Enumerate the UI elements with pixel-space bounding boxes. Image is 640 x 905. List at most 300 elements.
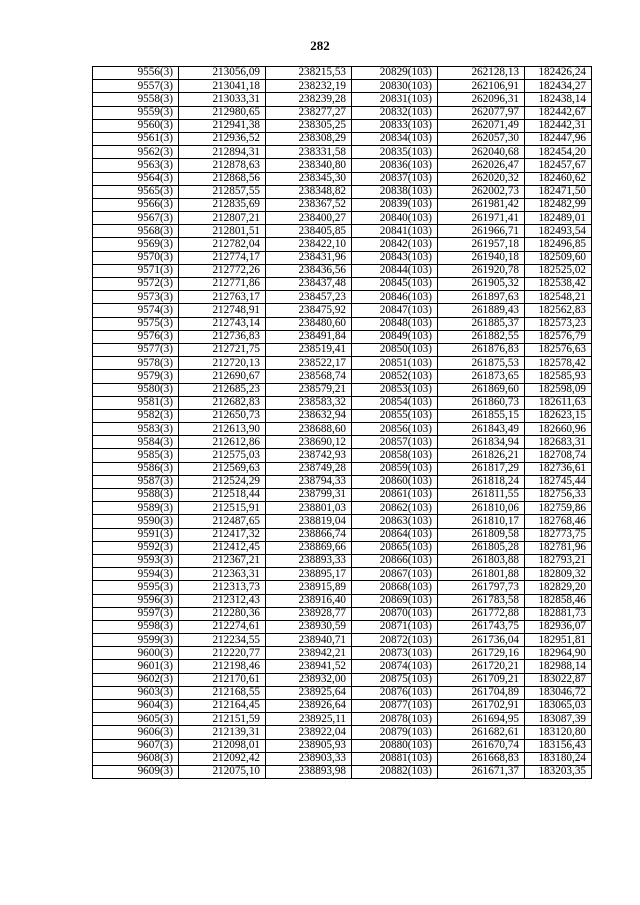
point-id-left-cell: 9591(3)	[93, 528, 179, 541]
x-coordinate-right-cell: 261797,73	[438, 581, 525, 594]
point-id-left-cell: 9565(3)	[93, 185, 179, 198]
table-row	[93, 647, 592, 660]
table-row	[93, 541, 592, 554]
x-coordinate-left-cell: 212650,73	[179, 409, 266, 422]
y-coordinate-right-cell: 182525,02	[525, 264, 592, 277]
y-coordinate-left-cell: 238925,11	[266, 713, 352, 726]
x-coordinate-right-cell: 262096,31	[438, 93, 525, 106]
table-row	[93, 264, 592, 277]
point-id-left-cell: 9560(3)	[93, 119, 179, 132]
point-id-right-cell: 20859(103)	[352, 462, 438, 475]
point-id-left-cell: 9592(3)	[93, 541, 179, 554]
point-id-left-cell: 9578(3)	[93, 357, 179, 370]
point-id-left-cell: 9563(3)	[93, 159, 179, 172]
x-coordinate-left-cell: 212075,10	[179, 765, 266, 778]
x-coordinate-right-cell: 261817,29	[438, 462, 525, 475]
table-row	[93, 554, 592, 567]
y-coordinate-left-cell: 238340,80	[266, 159, 352, 172]
y-coordinate-left-cell: 238930,59	[266, 620, 352, 633]
y-coordinate-right-cell: 182576,79	[525, 330, 592, 343]
point-id-left-cell: 9556(3)	[93, 67, 179, 80]
y-coordinate-left-cell: 238632,94	[266, 409, 352, 422]
x-coordinate-right-cell: 261694,95	[438, 713, 525, 726]
y-coordinate-right-cell: 182736,61	[525, 462, 592, 475]
x-coordinate-left-cell: 212878,63	[179, 159, 266, 172]
table-row	[93, 502, 592, 515]
point-id-right-cell: 20870(103)	[352, 607, 438, 620]
x-coordinate-right-cell: 262057,30	[438, 132, 525, 145]
point-id-right-cell: 20840(103)	[352, 212, 438, 225]
y-coordinate-left-cell: 238457,23	[266, 291, 352, 304]
point-id-right-cell: 20832(103)	[352, 106, 438, 119]
table-row	[93, 739, 592, 752]
y-coordinate-right-cell: 183180,24	[525, 752, 592, 765]
y-coordinate-right-cell: 182683,31	[525, 436, 592, 449]
x-coordinate-left-cell: 212569,63	[179, 462, 266, 475]
point-id-left-cell: 9569(3)	[93, 238, 179, 251]
point-id-right-cell: 20873(103)	[352, 647, 438, 660]
point-id-right-cell: 20882(103)	[352, 765, 438, 778]
x-coordinate-left-cell: 212685,23	[179, 383, 266, 396]
y-coordinate-right-cell: 182773,75	[525, 528, 592, 541]
y-coordinate-right-cell: 183203,35	[525, 765, 592, 778]
x-coordinate-right-cell: 261843,49	[438, 423, 525, 436]
point-id-right-cell: 20855(103)	[352, 409, 438, 422]
x-coordinate-right-cell: 261885,37	[438, 317, 525, 330]
y-coordinate-left-cell: 238942,21	[266, 647, 352, 660]
table-row	[93, 198, 592, 211]
point-id-right-cell: 20869(103)	[352, 594, 438, 607]
x-coordinate-right-cell: 261704,89	[438, 686, 525, 699]
x-coordinate-right-cell: 261743,75	[438, 620, 525, 633]
x-coordinate-right-cell: 261860,73	[438, 396, 525, 409]
point-id-right-cell: 20837(103)	[352, 172, 438, 185]
table-row	[93, 594, 592, 607]
point-id-left-cell: 9587(3)	[93, 475, 179, 488]
x-coordinate-right-cell: 261897,63	[438, 291, 525, 304]
y-coordinate-right-cell: 182951,81	[525, 634, 592, 647]
point-id-left-cell: 9558(3)	[93, 93, 179, 106]
point-id-left-cell: 9599(3)	[93, 634, 179, 647]
x-coordinate-left-cell: 212868,56	[179, 172, 266, 185]
point-id-left-cell: 9566(3)	[93, 198, 179, 211]
point-id-left-cell: 9606(3)	[93, 726, 179, 739]
y-coordinate-left-cell: 238431,96	[266, 251, 352, 264]
y-coordinate-left-cell: 238345,30	[266, 172, 352, 185]
y-coordinate-right-cell: 182858,46	[525, 594, 592, 607]
table-row	[93, 515, 592, 528]
point-id-left-cell: 9562(3)	[93, 146, 179, 159]
x-coordinate-right-cell: 262026,47	[438, 159, 525, 172]
point-id-left-cell: 9588(3)	[93, 489, 179, 502]
y-coordinate-right-cell: 182585,93	[525, 370, 592, 383]
x-coordinate-left-cell: 212763,17	[179, 291, 266, 304]
x-coordinate-left-cell: 212736,83	[179, 330, 266, 343]
point-id-left-cell: 9580(3)	[93, 383, 179, 396]
x-coordinate-right-cell: 262040,68	[438, 146, 525, 159]
y-coordinate-right-cell: 182434,27	[525, 80, 592, 93]
point-id-right-cell: 20850(103)	[352, 343, 438, 356]
y-coordinate-left-cell: 238475,92	[266, 304, 352, 317]
table-row	[93, 291, 592, 304]
y-coordinate-right-cell: 182759,86	[525, 502, 592, 515]
x-coordinate-left-cell: 212936,52	[179, 132, 266, 145]
y-coordinate-left-cell: 238925,64	[266, 686, 352, 699]
point-id-right-cell: 20843(103)	[352, 251, 438, 264]
table-row	[93, 528, 592, 541]
y-coordinate-right-cell: 182578,42	[525, 357, 592, 370]
x-coordinate-left-cell: 212524,29	[179, 475, 266, 488]
y-coordinate-left-cell: 238522,17	[266, 357, 352, 370]
y-coordinate-right-cell: 182496,85	[525, 238, 592, 251]
x-coordinate-left-cell: 212807,21	[179, 212, 266, 225]
y-coordinate-right-cell: 182881,73	[525, 607, 592, 620]
table-row	[93, 343, 592, 356]
point-id-right-cell: 20875(103)	[352, 673, 438, 686]
x-coordinate-left-cell: 212487,65	[179, 515, 266, 528]
x-coordinate-right-cell: 261869,60	[438, 383, 525, 396]
y-coordinate-left-cell: 238941,52	[266, 660, 352, 673]
table-row	[93, 225, 592, 238]
y-coordinate-right-cell: 183065,03	[525, 700, 592, 713]
x-coordinate-left-cell: 212164,45	[179, 700, 266, 713]
y-coordinate-left-cell: 238437,48	[266, 278, 352, 291]
y-coordinate-right-cell: 182573,23	[525, 317, 592, 330]
x-coordinate-right-cell: 261957,18	[438, 238, 525, 251]
x-coordinate-right-cell: 261811,55	[438, 489, 525, 502]
y-coordinate-right-cell: 183022,87	[525, 673, 592, 686]
x-coordinate-right-cell: 261809,58	[438, 528, 525, 541]
x-coordinate-right-cell: 261855,15	[438, 409, 525, 422]
point-id-right-cell: 20863(103)	[352, 515, 438, 528]
point-id-right-cell: 20836(103)	[352, 159, 438, 172]
y-coordinate-right-cell: 182548,21	[525, 291, 592, 304]
point-id-left-cell: 9589(3)	[93, 502, 179, 515]
point-id-right-cell: 20838(103)	[352, 185, 438, 198]
point-id-left-cell: 9596(3)	[93, 594, 179, 607]
x-coordinate-right-cell: 261826,21	[438, 449, 525, 462]
point-id-right-cell: 20842(103)	[352, 238, 438, 251]
y-coordinate-right-cell: 182438,14	[525, 93, 592, 106]
y-coordinate-left-cell: 238690,12	[266, 436, 352, 449]
y-coordinate-left-cell: 238749,28	[266, 462, 352, 475]
x-coordinate-left-cell: 212363,31	[179, 568, 266, 581]
x-coordinate-left-cell: 212518,44	[179, 489, 266, 502]
x-coordinate-left-cell: 213056,09	[179, 67, 266, 80]
point-id-right-cell: 20856(103)	[352, 423, 438, 436]
x-coordinate-left-cell: 212720,13	[179, 357, 266, 370]
point-id-left-cell: 9586(3)	[93, 462, 179, 475]
point-id-right-cell: 20849(103)	[352, 330, 438, 343]
x-coordinate-right-cell: 261772,88	[438, 607, 525, 620]
point-id-left-cell: 9603(3)	[93, 686, 179, 699]
x-coordinate-left-cell: 212613,90	[179, 423, 266, 436]
point-id-right-cell: 20834(103)	[352, 132, 438, 145]
x-coordinate-left-cell: 212941,38	[179, 119, 266, 132]
table-row	[93, 317, 592, 330]
point-id-right-cell: 20868(103)	[352, 581, 438, 594]
table-row	[93, 489, 592, 502]
y-coordinate-left-cell: 238903,33	[266, 752, 352, 765]
y-coordinate-left-cell: 238367,52	[266, 198, 352, 211]
point-id-right-cell: 20854(103)	[352, 396, 438, 409]
x-coordinate-right-cell: 261882,55	[438, 330, 525, 343]
x-coordinate-left-cell: 212575,03	[179, 449, 266, 462]
y-coordinate-right-cell: 183156,43	[525, 739, 592, 752]
x-coordinate-right-cell: 261889,43	[438, 304, 525, 317]
x-coordinate-right-cell: 261668,83	[438, 752, 525, 765]
x-coordinate-right-cell: 261920,78	[438, 264, 525, 277]
point-id-right-cell: 20833(103)	[352, 119, 438, 132]
point-id-left-cell: 9590(3)	[93, 515, 179, 528]
y-coordinate-right-cell: 182829,20	[525, 581, 592, 594]
y-coordinate-right-cell: 182708,74	[525, 449, 592, 462]
y-coordinate-left-cell: 238869,66	[266, 541, 352, 554]
y-coordinate-left-cell: 238568,74	[266, 370, 352, 383]
point-id-right-cell: 20829(103)	[352, 67, 438, 80]
x-coordinate-right-cell: 261940,18	[438, 251, 525, 264]
point-id-left-cell: 9604(3)	[93, 700, 179, 713]
x-coordinate-left-cell: 212312,43	[179, 594, 266, 607]
x-coordinate-left-cell: 212748,91	[179, 304, 266, 317]
table-row	[93, 634, 592, 647]
point-id-left-cell: 9579(3)	[93, 370, 179, 383]
x-coordinate-left-cell: 213041,18	[179, 80, 266, 93]
coordinates-table-body	[93, 67, 592, 779]
y-coordinate-left-cell: 238794,33	[266, 475, 352, 488]
table-row	[93, 686, 592, 699]
y-coordinate-left-cell: 238819,04	[266, 515, 352, 528]
y-coordinate-right-cell: 182809,32	[525, 568, 592, 581]
point-id-right-cell: 20845(103)	[352, 278, 438, 291]
point-id-right-cell: 20879(103)	[352, 726, 438, 739]
y-coordinate-left-cell: 238688,60	[266, 423, 352, 436]
y-coordinate-left-cell: 238905,93	[266, 739, 352, 752]
table-row	[93, 581, 592, 594]
table-row	[93, 132, 592, 145]
x-coordinate-right-cell: 261834,94	[438, 436, 525, 449]
point-id-right-cell: 20876(103)	[352, 686, 438, 699]
table-row	[93, 67, 592, 80]
table-row	[93, 304, 592, 317]
y-coordinate-left-cell: 238308,29	[266, 132, 352, 145]
point-id-right-cell: 20847(103)	[352, 304, 438, 317]
point-id-right-cell: 20877(103)	[352, 700, 438, 713]
y-coordinate-left-cell: 238277,27	[266, 106, 352, 119]
y-coordinate-right-cell: 182493,54	[525, 225, 592, 238]
point-id-left-cell: 9559(3)	[93, 106, 179, 119]
y-coordinate-left-cell: 238436,56	[266, 264, 352, 277]
point-id-left-cell: 9609(3)	[93, 765, 179, 778]
y-coordinate-left-cell: 238742,93	[266, 449, 352, 462]
point-id-right-cell: 20858(103)	[352, 449, 438, 462]
x-coordinate-right-cell: 261729,16	[438, 647, 525, 660]
y-coordinate-left-cell: 238400,27	[266, 212, 352, 225]
x-coordinate-right-cell: 261966,71	[438, 225, 525, 238]
y-coordinate-right-cell: 182793,21	[525, 554, 592, 567]
x-coordinate-right-cell: 262020,32	[438, 172, 525, 185]
point-id-left-cell: 9594(3)	[93, 568, 179, 581]
table-row	[93, 80, 592, 93]
point-id-left-cell: 9597(3)	[93, 607, 179, 620]
x-coordinate-left-cell: 212412,45	[179, 541, 266, 554]
y-coordinate-left-cell: 238926,64	[266, 700, 352, 713]
y-coordinate-left-cell: 238895,17	[266, 568, 352, 581]
x-coordinate-left-cell: 212139,31	[179, 726, 266, 739]
table-row	[93, 212, 592, 225]
page-number: 282	[310, 38, 330, 53]
x-coordinate-left-cell: 212367,21	[179, 554, 266, 567]
y-coordinate-left-cell: 238893,33	[266, 554, 352, 567]
table-row	[93, 607, 592, 620]
x-coordinate-left-cell: 212980,65	[179, 106, 266, 119]
table-row	[93, 357, 592, 370]
y-coordinate-right-cell: 183120,80	[525, 726, 592, 739]
table-row	[93, 660, 592, 673]
x-coordinate-left-cell: 212092,42	[179, 752, 266, 765]
point-id-left-cell: 9582(3)	[93, 409, 179, 422]
point-id-left-cell: 9570(3)	[93, 251, 179, 264]
point-id-right-cell: 20830(103)	[352, 80, 438, 93]
point-id-right-cell: 20862(103)	[352, 502, 438, 515]
x-coordinate-right-cell: 262071,49	[438, 119, 525, 132]
x-coordinate-left-cell: 212682,83	[179, 396, 266, 409]
point-id-left-cell: 9577(3)	[93, 343, 179, 356]
y-coordinate-left-cell: 238801,03	[266, 502, 352, 515]
table-row	[93, 409, 592, 422]
point-id-left-cell: 9593(3)	[93, 554, 179, 567]
table-row	[93, 172, 592, 185]
y-coordinate-right-cell: 182623,15	[525, 409, 592, 422]
x-coordinate-right-cell: 261801,88	[438, 568, 525, 581]
table-row	[93, 620, 592, 633]
x-coordinate-right-cell: 262002,73	[438, 185, 525, 198]
point-id-right-cell: 20880(103)	[352, 739, 438, 752]
table-row	[93, 423, 592, 436]
table-row	[93, 238, 592, 251]
y-coordinate-left-cell: 238932,00	[266, 673, 352, 686]
point-id-left-cell: 9585(3)	[93, 449, 179, 462]
x-coordinate-right-cell: 261876,83	[438, 343, 525, 356]
y-coordinate-right-cell: 182489,01	[525, 212, 592, 225]
y-coordinate-left-cell: 238922,04	[266, 726, 352, 739]
y-coordinate-right-cell: 183087,39	[525, 713, 592, 726]
y-coordinate-left-cell: 238239,28	[266, 93, 352, 106]
x-coordinate-right-cell: 261702,91	[438, 700, 525, 713]
point-id-left-cell: 9605(3)	[93, 713, 179, 726]
x-coordinate-left-cell: 212098,01	[179, 739, 266, 752]
x-coordinate-right-cell: 262106,91	[438, 80, 525, 93]
point-id-right-cell: 20872(103)	[352, 634, 438, 647]
coordinates-table	[92, 66, 592, 779]
point-id-left-cell: 9574(3)	[93, 304, 179, 317]
table-row	[93, 673, 592, 686]
point-id-right-cell: 20839(103)	[352, 198, 438, 211]
x-coordinate-right-cell: 261803,88	[438, 554, 525, 567]
point-id-left-cell: 9571(3)	[93, 264, 179, 277]
point-id-left-cell: 9572(3)	[93, 278, 179, 291]
x-coordinate-right-cell: 261736,04	[438, 634, 525, 647]
table-row	[93, 752, 592, 765]
y-coordinate-right-cell: 182660,96	[525, 423, 592, 436]
table-row	[93, 383, 592, 396]
y-coordinate-left-cell: 238215,53	[266, 67, 352, 80]
point-id-left-cell: 9601(3)	[93, 660, 179, 673]
point-id-right-cell: 20835(103)	[352, 146, 438, 159]
x-coordinate-left-cell: 212771,86	[179, 278, 266, 291]
point-id-right-cell: 20865(103)	[352, 541, 438, 554]
x-coordinate-right-cell: 261905,32	[438, 278, 525, 291]
x-coordinate-left-cell: 212168,55	[179, 686, 266, 699]
table-row	[93, 396, 592, 409]
point-id-right-cell: 20844(103)	[352, 264, 438, 277]
x-coordinate-left-cell: 212743,14	[179, 317, 266, 330]
point-id-right-cell: 20864(103)	[352, 528, 438, 541]
table-row	[93, 568, 592, 581]
point-id-left-cell: 9581(3)	[93, 396, 179, 409]
x-coordinate-left-cell: 212782,04	[179, 238, 266, 251]
point-id-left-cell: 9602(3)	[93, 673, 179, 686]
x-coordinate-left-cell: 212894,31	[179, 146, 266, 159]
y-coordinate-right-cell: 182454,20	[525, 146, 592, 159]
y-coordinate-right-cell: 182482,99	[525, 198, 592, 211]
table-row	[93, 765, 592, 778]
table-row	[93, 436, 592, 449]
x-coordinate-left-cell: 213033,31	[179, 93, 266, 106]
point-id-right-cell: 20848(103)	[352, 317, 438, 330]
x-coordinate-right-cell: 261670,74	[438, 739, 525, 752]
point-id-left-cell: 9608(3)	[93, 752, 179, 765]
y-coordinate-left-cell: 238893,98	[266, 765, 352, 778]
x-coordinate-left-cell: 212612,86	[179, 436, 266, 449]
table-row	[93, 106, 592, 119]
y-coordinate-left-cell: 238579,21	[266, 383, 352, 396]
table-row	[93, 159, 592, 172]
point-id-left-cell: 9607(3)	[93, 739, 179, 752]
y-coordinate-left-cell: 238491,84	[266, 330, 352, 343]
point-id-left-cell: 9584(3)	[93, 436, 179, 449]
y-coordinate-left-cell: 238915,89	[266, 581, 352, 594]
table-row	[93, 251, 592, 264]
y-coordinate-left-cell: 238422,10	[266, 238, 352, 251]
y-coordinate-left-cell: 238866,74	[266, 528, 352, 541]
table-row	[93, 185, 592, 198]
point-id-right-cell: 20853(103)	[352, 383, 438, 396]
y-coordinate-right-cell: 182442,31	[525, 119, 592, 132]
x-coordinate-right-cell: 262128,13	[438, 67, 525, 80]
point-id-right-cell: 20860(103)	[352, 475, 438, 488]
x-coordinate-right-cell: 261810,17	[438, 515, 525, 528]
x-coordinate-left-cell: 212721,75	[179, 343, 266, 356]
x-coordinate-right-cell: 262077,97	[438, 106, 525, 119]
y-coordinate-right-cell: 182471,50	[525, 185, 592, 198]
y-coordinate-right-cell: 182460,62	[525, 172, 592, 185]
y-coordinate-right-cell: 182538,42	[525, 278, 592, 291]
x-coordinate-left-cell: 212313,73	[179, 581, 266, 594]
y-coordinate-right-cell: 182988,14	[525, 660, 592, 673]
x-coordinate-right-cell: 261818,24	[438, 475, 525, 488]
point-id-right-cell: 20874(103)	[352, 660, 438, 673]
y-coordinate-right-cell: 182964,90	[525, 647, 592, 660]
x-coordinate-right-cell: 261783,58	[438, 594, 525, 607]
y-coordinate-left-cell: 238916,40	[266, 594, 352, 607]
y-coordinate-left-cell: 238799,31	[266, 489, 352, 502]
y-coordinate-right-cell: 182756,33	[525, 489, 592, 502]
table-row	[93, 713, 592, 726]
y-coordinate-right-cell: 182442,67	[525, 106, 592, 119]
point-id-left-cell: 9595(3)	[93, 581, 179, 594]
point-id-right-cell: 20846(103)	[352, 291, 438, 304]
